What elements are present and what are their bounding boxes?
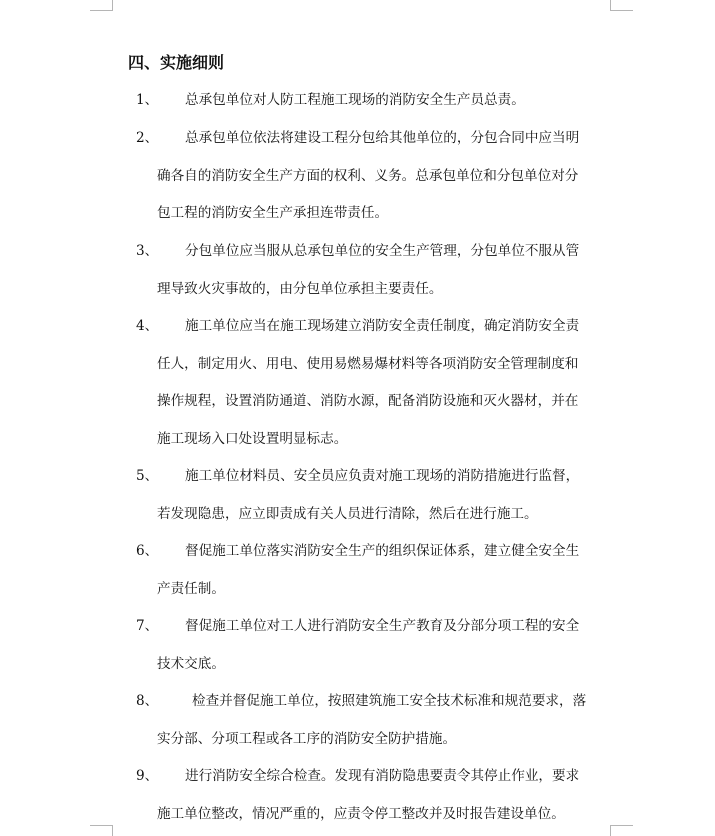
list-item-text-line: 操作规程，设置消防通道、消防水源，配备消防设施和灭火器材，并在 [157, 393, 579, 410]
list-item-text-line: 任人，制定用火、用电、使用易燃易爆材料等各项消防安全管理制度和 [157, 355, 579, 372]
list-item-7 [136, 608, 616, 683]
list-item-9 [136, 758, 616, 833]
list-item-text-line: 若发现隐患，应立即责成有关人员进行清除，然后在进行施工。 [157, 505, 538, 522]
list-item-text-line: 施工单位材料员、安全员应负责对施工现场的消防措施进行监督， [185, 468, 580, 484]
list-item-text-line: 确各自的消防安全生产方面的权利、义务。总承包单位和分包单位对分 [157, 167, 579, 184]
list-item-text-line: 督促施工单位落实消防安全生产的组织保证体系，建立健全安全生 [185, 543, 580, 559]
list-item-number: 2、 [136, 130, 159, 146]
list-item-number: 3、 [136, 243, 159, 259]
list-item-text-line: 实分部、分项工程或各工序的消防安全防护措施。 [157, 730, 457, 747]
list-item-text-line: 总承包单位对人防工程施工现场的消防安全生产员总责。 [185, 92, 525, 108]
list-item-text-line: 施工现场入口处设置明显标志。 [157, 430, 348, 447]
list-item-text-line: 包工程的消防安全生产承担连带责任。 [157, 205, 389, 222]
list-item-4 [136, 308, 616, 458]
list-item-2 [136, 120, 616, 233]
list-item-text-line: 进行消防安全综合检查。发现有消防隐患要责令其停止作业，要求 [185, 768, 580, 784]
list-item-text-line: 理导致火灾事故的，由分包单位承担主要责任。 [157, 280, 443, 297]
list-item-text-line: 施工单位应当在施工现场建立消防安全责任制度，确定消防安全责 [185, 318, 580, 334]
list-item-number: 5、 [136, 468, 159, 484]
list-item-text-line: 产责任制。 [157, 580, 225, 597]
list-item-text-line: 督促施工单位对工人进行消防安全生产教育及分部分项工程的安全 [185, 618, 580, 634]
list-item-number: 4、 [136, 318, 159, 334]
list-item-6 [136, 533, 616, 608]
list-item-text-line: 技术交底。 [157, 655, 225, 672]
list-item-number: 1、 [136, 92, 159, 108]
list-item-8 [136, 683, 616, 758]
list-item-number: 7、 [136, 618, 159, 634]
list-item-number: 9、 [136, 768, 159, 784]
list-item-1 [136, 82, 616, 120]
list-item-number: 6、 [136, 543, 159, 559]
section-heading: 四、实施细则 [128, 53, 225, 72]
list-item-text-line: 分包单位应当服从总承包单位的安全生产管理，分包单位不服从管 [185, 243, 580, 259]
list-item-5 [136, 458, 616, 533]
list-item-number: 8、 [136, 693, 159, 709]
list-item-text-line: 检查并督促施工单位，按照建筑施工安全技术标准和规范要求，落 [192, 693, 587, 709]
list-item-text-line: 施工单位整改，情况严重的，应责令停工整改并及时报告建设单位。 [157, 805, 565, 822]
list-item-3 [136, 233, 616, 308]
list-item-text-line: 总承包单位依法将建设工程分包给其他单位的，分包合同中应当明 [185, 130, 580, 146]
